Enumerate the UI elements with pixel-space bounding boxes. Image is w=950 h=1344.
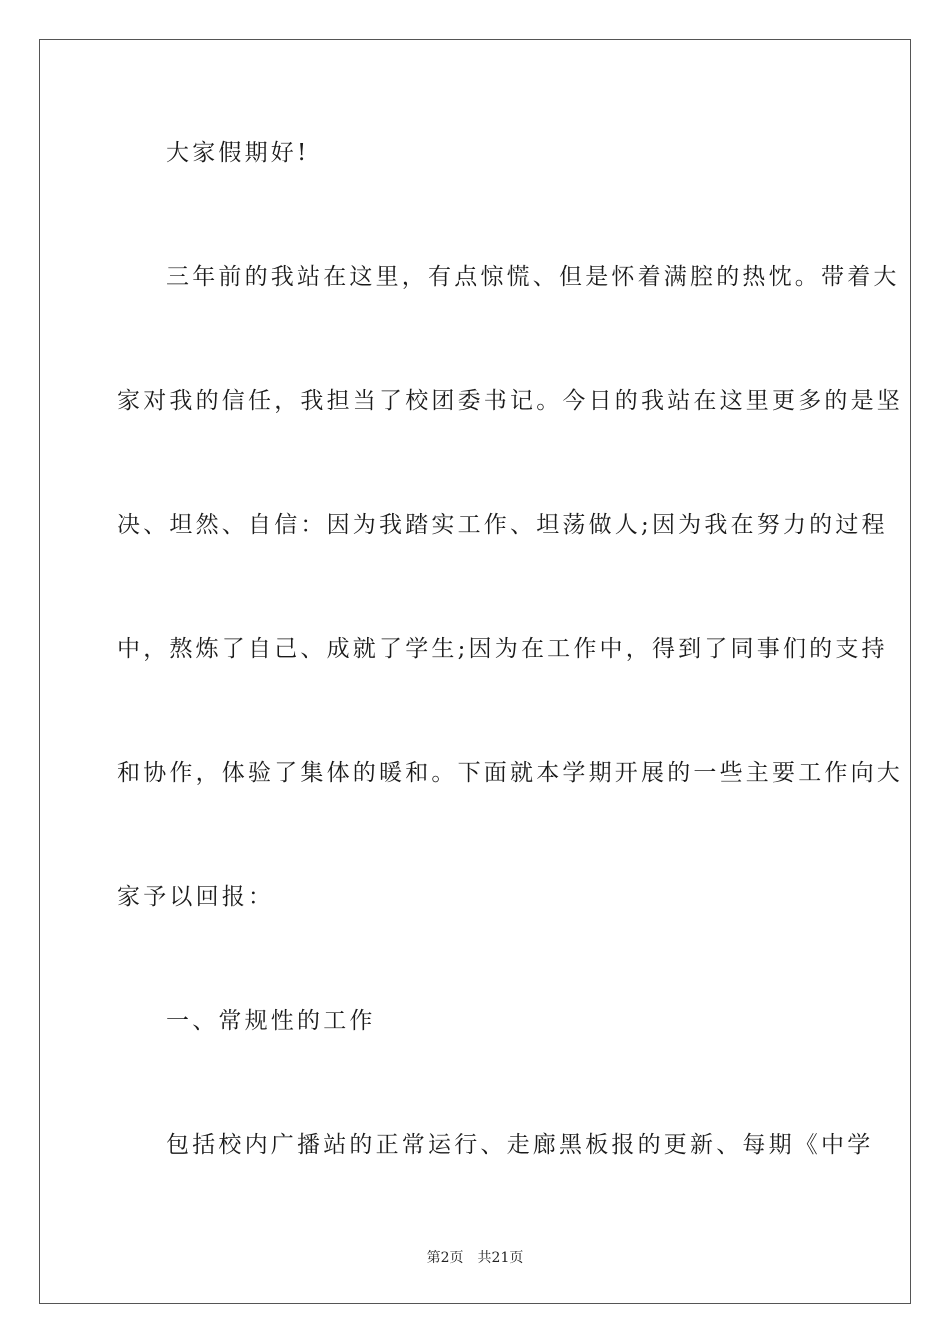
paragraph-line-4: 中，熬炼了自己、成就了学生;因为在工作中，得到了同事们的支持 xyxy=(117,636,888,662)
page-footer xyxy=(0,1247,950,1267)
paragraph-line-8: 包括校内广播站的正常运行、走廊黑板报的更新、每期《中学 xyxy=(166,1132,874,1158)
section-heading: 一、常规性的工作 xyxy=(166,1008,376,1034)
total-pages: 共21页 xyxy=(477,1250,524,1266)
paragraph-line-6: 家予以回报： xyxy=(117,884,275,910)
page-number: 第2页 xyxy=(426,1250,464,1266)
page-border xyxy=(39,39,911,1304)
paragraph-greeting: 大家假期好! xyxy=(166,140,310,166)
paragraph-line-2: 家对我的信任，我担当了校团委书记。今日的我站在这里更多的是坚 xyxy=(117,388,903,414)
paragraph-line-5: 和协作，体验了集体的暖和。下面就本学期开展的一些主要工作向大 xyxy=(117,760,903,786)
paragraph-line-1: 三年前的我站在这里，有点惊慌、但是怀着满腔的热忱。带着大 xyxy=(166,264,900,290)
paragraph-line-3: 决、坦然、自信：因为我踏实工作、坦荡做人;因为我在努力的过程 xyxy=(117,512,888,538)
